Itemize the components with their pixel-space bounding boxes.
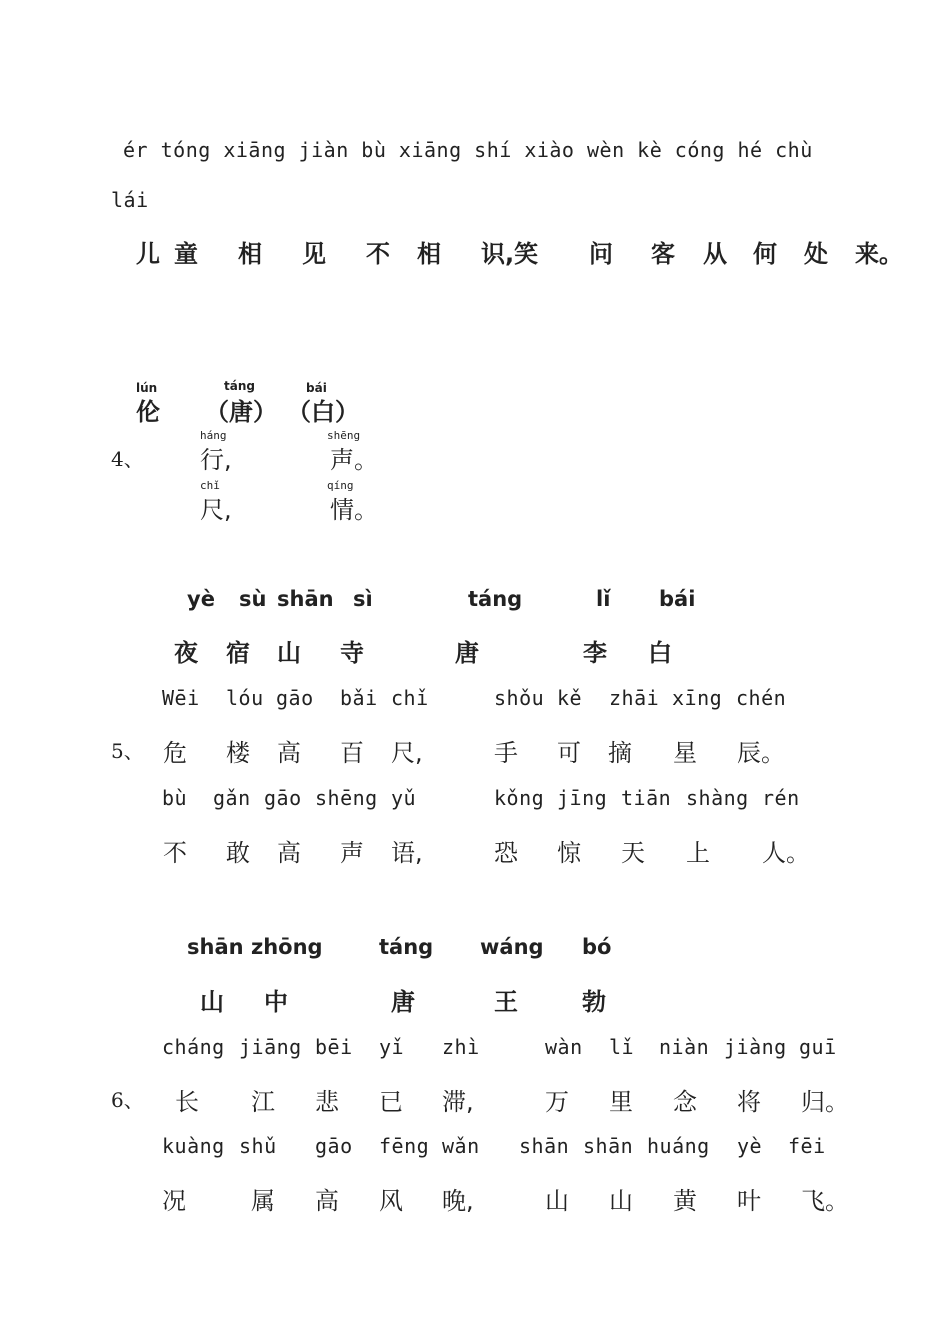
poem6-title-pinyin-0: shān xyxy=(187,935,244,959)
item4-pinyin-lun: lún xyxy=(136,381,158,395)
poem3-hanzi-4: 不 xyxy=(366,240,390,268)
poem5-l2-hanzi-5: 恐 xyxy=(494,839,518,867)
poem6-l2-pinyin-8: yè xyxy=(737,1134,763,1158)
poem3-pinyin-line1: ér tóng xiāng jiàn bù xiāng shí xiào wèn kè cóng hé chù xyxy=(123,138,813,162)
poem5-l2-hanzi-0: 不 xyxy=(163,839,187,867)
poem5-title-hanzi-4: 唐 xyxy=(455,639,479,667)
item4-hanzi-bai: （白） xyxy=(287,398,359,426)
poem5-l1-pinyin-9: chén xyxy=(736,686,787,710)
poem5-l2-pinyin-5: kǒng xyxy=(494,786,545,810)
poem5-l1-pinyin-7: zhāi xyxy=(609,686,660,710)
poem6-l2-pinyin-7: huáng xyxy=(647,1134,710,1158)
poem6-l1-pinyin-7: niàn xyxy=(659,1035,710,1059)
poem6-l1-pinyin-4: zhì xyxy=(442,1035,480,1059)
poem6-l1-hanzi-1: 江 xyxy=(251,1088,275,1116)
item4-l2-py-0: chǐ xyxy=(200,479,220,492)
item4-l1-hz-0: 行, xyxy=(200,446,232,474)
poem5-l1-pinyin-3: bǎi xyxy=(340,686,378,710)
poem3-pinyin-line2: lái xyxy=(111,188,149,212)
poem5-l1-pinyin-1: lóu xyxy=(226,686,264,710)
poem3-hanzi-2: 相 xyxy=(238,240,262,268)
poem6-l1-hanzi-4: 滞, xyxy=(442,1088,474,1116)
item4-l2-py-1: qíng xyxy=(327,479,354,492)
poem6-l1-hanzi-0: 长 xyxy=(175,1088,199,1116)
poem6-l1-pinyin-2: bēi xyxy=(315,1035,353,1059)
poem6-l2-hanzi-4: 晚, xyxy=(442,1187,474,1215)
poem5-l1-pinyin-0: Wēi xyxy=(162,686,200,710)
poem6-title-pinyin-1: zhōng xyxy=(251,935,323,959)
poem5-l2-hanzi-8: 上 xyxy=(686,839,710,867)
item4-l1-hz-1: 声。 xyxy=(330,446,378,474)
poem6-l2-hanzi-2: 高 xyxy=(315,1187,339,1215)
poem5-number: 5、 xyxy=(111,739,144,763)
poem5-l2-hanzi-6: 惊 xyxy=(557,839,581,867)
item4-l1-py-1: shēng xyxy=(327,429,361,442)
poem6-l2-hanzi-1: 属 xyxy=(251,1187,275,1215)
poem5-l2-pinyin-7: tiān xyxy=(621,786,672,810)
poem5-title-pinyin-3: sì xyxy=(353,587,373,611)
item4-number: 4、 xyxy=(111,447,144,471)
poem6-l2-hanzi-8: 叶 xyxy=(737,1187,761,1215)
poem6-l2-pinyin-3: fēng xyxy=(379,1134,430,1158)
poem5-title-pinyin-6: bái xyxy=(659,587,696,611)
poem6-l1-pinyin-8: jiàng xyxy=(724,1035,787,1059)
poem5-l2-pinyin-1: gǎn xyxy=(213,786,251,810)
poem5-l1-hanzi-7: 摘 xyxy=(608,739,632,767)
poem5-l2-hanzi-7: 天 xyxy=(621,839,645,867)
poem5-l2-pinyin-0: bù xyxy=(162,786,188,810)
poem6-title-hanzi-4: 勃 xyxy=(582,988,606,1016)
poem5-l2-pinyin-4: yǔ xyxy=(391,786,417,810)
item4-l2-hz-1: 情。 xyxy=(330,496,378,524)
poem6-l1-hanzi-5: 万 xyxy=(545,1088,569,1116)
poem6-l1-hanzi-3: 已 xyxy=(379,1088,403,1116)
poem6-l2-hanzi-9: 飞。 xyxy=(801,1187,849,1215)
poem6-title-pinyin-3: wáng xyxy=(480,935,544,959)
poem5-l1-hanzi-8: 星 xyxy=(673,739,697,767)
poem3-hanzi-5: 相 xyxy=(417,240,441,268)
poem5-title-pinyin-4: táng xyxy=(468,587,523,611)
poem5-l2-hanzi-9: 人。 xyxy=(762,839,810,867)
poem6-l1-hanzi-7: 念 xyxy=(673,1088,697,1116)
poem6-l1-hanzi-9: 归。 xyxy=(801,1088,849,1116)
poem5-l1-hanzi-2: 高 xyxy=(277,739,301,767)
poem5-title-pinyin-2: shān xyxy=(277,587,334,611)
poem6-title-hanzi-2: 唐 xyxy=(391,988,415,1016)
poem5-title-hanzi-1: 宿 xyxy=(226,639,250,667)
poem3-hanzi-11: 处 xyxy=(804,240,828,268)
poem6-title-pinyin-2: táng xyxy=(379,935,434,959)
poem6-number: 6、 xyxy=(111,1088,144,1112)
poem6-l1-pinyin-6: lǐ xyxy=(609,1035,635,1059)
poem6-title-hanzi-0: 山 xyxy=(200,988,224,1016)
poem5-title-hanzi-2: 山 xyxy=(277,639,301,667)
poem5-l2-hanzi-3: 声 xyxy=(340,839,364,867)
poem5-title-pinyin-5: lǐ xyxy=(596,587,611,611)
poem5-l1-hanzi-6: 可 xyxy=(557,739,581,767)
poem5-title-pinyin-0: yè xyxy=(187,587,215,611)
poem3-hanzi-1: 童 xyxy=(174,240,198,268)
item4-l1-py-0: háng xyxy=(200,429,227,442)
poem3-hanzi-6: 识,笑 xyxy=(481,240,539,268)
poem6-l2-hanzi-6: 山 xyxy=(609,1187,633,1215)
item4-hanzi-lun: 伦 xyxy=(136,398,160,426)
poem5-l1-hanzi-1: 楼 xyxy=(226,739,250,767)
poem5-l2-pinyin-9: rén xyxy=(762,786,800,810)
poem3-hanzi-9: 从 xyxy=(703,240,727,268)
poem3-hanzi-10: 何 xyxy=(753,240,777,268)
poem6-l2-pinyin-0: kuàng xyxy=(162,1134,225,1158)
poem5-l1-hanzi-9: 辰。 xyxy=(737,739,785,767)
poem5-l2-pinyin-6: jīng xyxy=(557,786,608,810)
poem6-l2-pinyin-2: gāo xyxy=(315,1134,353,1158)
poem5-l1-pinyin-8: xīng xyxy=(672,686,723,710)
poem6-l1-pinyin-5: wàn xyxy=(545,1035,583,1059)
poem5-l2-pinyin-3: shēng xyxy=(315,786,378,810)
poem3-hanzi-3: 见 xyxy=(302,240,326,268)
poem5-l1-pinyin-2: gāo xyxy=(276,686,314,710)
poem5-l1-hanzi-5: 手 xyxy=(494,739,518,767)
poem5-title-pinyin-1: sù xyxy=(239,587,267,611)
poem5-title-hanzi-6: 白 xyxy=(648,639,672,667)
poem5-l2-pinyin-2: gāo xyxy=(264,786,302,810)
poem5-l2-hanzi-4: 语, xyxy=(391,839,423,867)
poem5-title-hanzi-5: 李 xyxy=(583,639,607,667)
poem6-l2-hanzi-7: 黄 xyxy=(673,1187,697,1215)
poem6-l2-pinyin-4: wǎn xyxy=(442,1134,480,1158)
poem5-l1-hanzi-0: 危 xyxy=(163,739,187,767)
poem5-l2-pinyin-8: shàng xyxy=(686,786,749,810)
item4-pinyin-tang: táng xyxy=(224,379,255,393)
poem6-l2-pinyin-1: shǔ xyxy=(239,1134,277,1158)
poem6-l2-hanzi-3: 风 xyxy=(379,1187,403,1215)
poem6-l2-pinyin-5: shān xyxy=(519,1134,570,1158)
poem6-l2-pinyin-9: fēi xyxy=(788,1134,826,1158)
poem6-l2-pinyin-6: shān xyxy=(583,1134,634,1158)
poem6-l1-hanzi-2: 悲 xyxy=(315,1088,339,1116)
poem5-l2-hanzi-2: 高 xyxy=(277,839,301,867)
poem3-hanzi-8: 客 xyxy=(651,240,675,268)
item4-pinyin-bai: bái xyxy=(306,381,327,395)
poem5-l1-hanzi-4: 尺, xyxy=(391,739,423,767)
poem5-title-hanzi-3: 寺 xyxy=(340,639,364,667)
poem5-l1-pinyin-6: kě xyxy=(557,686,583,710)
poem6-l1-hanzi-6: 里 xyxy=(609,1088,633,1116)
poem6-title-hanzi-1: 中 xyxy=(264,988,288,1016)
poem6-l1-hanzi-8: 将 xyxy=(737,1088,761,1116)
poem6-l1-pinyin-1: jiāng xyxy=(239,1035,302,1059)
poem6-title-hanzi-3: 王 xyxy=(494,988,518,1016)
poem6-l1-pinyin-9: guī xyxy=(799,1035,837,1059)
poem5-l2-hanzi-1: 敢 xyxy=(226,839,250,867)
poem3-hanzi-7: 问 xyxy=(589,240,613,268)
poem3-hanzi-12: 来。 xyxy=(855,240,903,268)
poem6-l2-hanzi-5: 山 xyxy=(545,1187,569,1215)
item4-hanzi-tang: （唐） xyxy=(205,398,277,426)
poem6-l1-pinyin-0: cháng xyxy=(162,1035,225,1059)
poem6-l1-pinyin-3: yǐ xyxy=(379,1035,405,1059)
poem5-l1-hanzi-3: 百 xyxy=(340,739,364,767)
poem6-l2-hanzi-0: 况 xyxy=(162,1187,186,1215)
poem5-l1-pinyin-4: chǐ xyxy=(391,686,429,710)
poem6-title-pinyin-4: bó xyxy=(582,935,612,959)
item4-l2-hz-0: 尺, xyxy=(200,496,232,524)
poem5-l1-pinyin-5: shǒu xyxy=(494,686,545,710)
poem5-title-hanzi-0: 夜 xyxy=(174,639,198,667)
poem3-hanzi-0: 儿 xyxy=(136,240,160,268)
